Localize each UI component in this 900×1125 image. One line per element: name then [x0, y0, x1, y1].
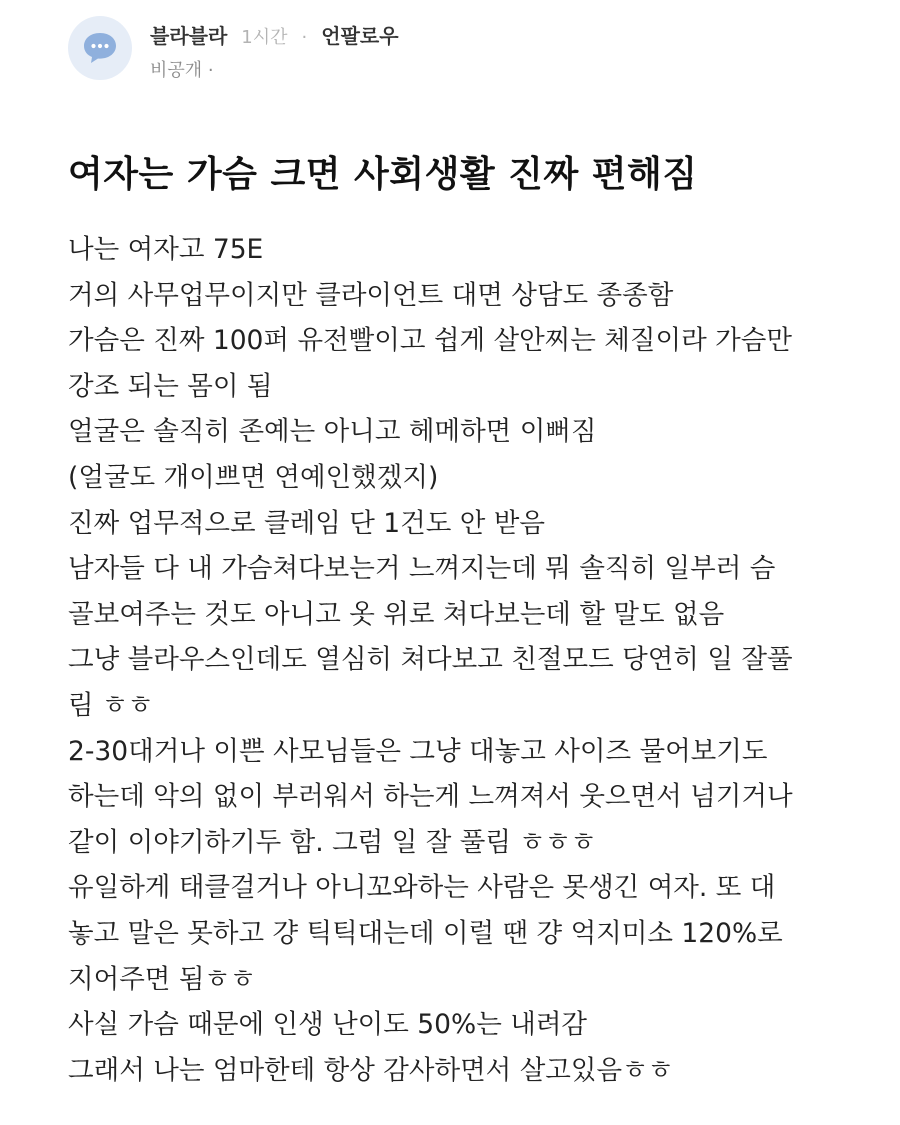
post-meta: [150, 20, 399, 82]
avatar[interactable]: [68, 16, 132, 80]
post-body-line: 남자들 다 내 가슴쳐다보는거 느껴지는데 뭐 솔직히 일부러 슴: [68, 553, 776, 585]
post-meta-top: [150, 20, 399, 50]
unfollow-button[interactable]: 언팔로우: [321, 24, 399, 48]
post-body-line: 놓고 말은 못하고 걍 틱틱대는데 이럴 땐 걍 억지미소 120%로: [68, 917, 783, 949]
post-body-line: 2-30대거나 이쁜 사모님들은 그냥 대놓고 사이즈 물어보기도: [68, 735, 768, 767]
post-body-line: 얼굴은 솔직히 존예는 아니고 헤메하면 이뻐짐: [68, 416, 597, 448]
meta-separator: ·: [301, 27, 308, 48]
post-body-line: 림 ㅎㅎ: [68, 689, 154, 721]
post-body-line: 같이 이야기하기두 함. 그럼 일 잘 풀림 ㅎㅎㅎ: [68, 826, 597, 858]
post-body-line: 가슴은 진짜 100퍼 유전빨이고 쉽게 살안찌는 체질이라 가슴만: [68, 325, 792, 357]
visibility-label: 비공개 ·: [150, 60, 214, 81]
post-body-line: 그냥 블라우스인데도 열심히 쳐다보고 친절모드 당연히 일 잘풀: [68, 644, 793, 676]
post-body-line: 강조 되는 몸이 됨: [68, 370, 273, 402]
post-body-line: 거의 사무업무이지만 클라이언트 대면 상담도 종종함: [68, 279, 674, 311]
post-body-line: 지어주면 됨ㅎㅎ: [68, 963, 256, 995]
chat-bubble-icon: [81, 30, 119, 66]
post-body-line: 그래서 나는 엄마한테 항상 감사하면서 살고있음ㅎㅎ: [68, 1054, 674, 1086]
post-header: [68, 16, 399, 86]
post-time: 1시간: [241, 27, 288, 48]
post-body-line: 하는데 악의 없이 부러워서 하는게 느껴져서 웃으면서 넘기거나: [68, 781, 793, 813]
post-body-line: 유일하게 태클걸거나 아니꼬와하는 사람은 못생긴 여자. 또 대: [68, 872, 776, 904]
post-body-line: 사실 가슴 때문에 인생 난이도 50%는 내려감: [68, 1009, 588, 1041]
post-body: [68, 227, 868, 1093]
post-body-line: 골보여주는 것도 아니고 옷 위로 쳐다보는데 할 말도 없음: [68, 598, 725, 630]
author-name[interactable]: 블라블라: [150, 24, 228, 48]
post-body-line: 진짜 업무적으로 클레임 단 1건도 안 받음: [68, 507, 545, 539]
post-body-line: (얼굴도 개이쁘면 연예인했겠지): [68, 461, 439, 493]
post-body-line: 나는 여자고 75E: [68, 234, 264, 265]
post-title: 여자는 가슴 크면 사회생활 진짜 편해짐: [68, 154, 698, 195]
